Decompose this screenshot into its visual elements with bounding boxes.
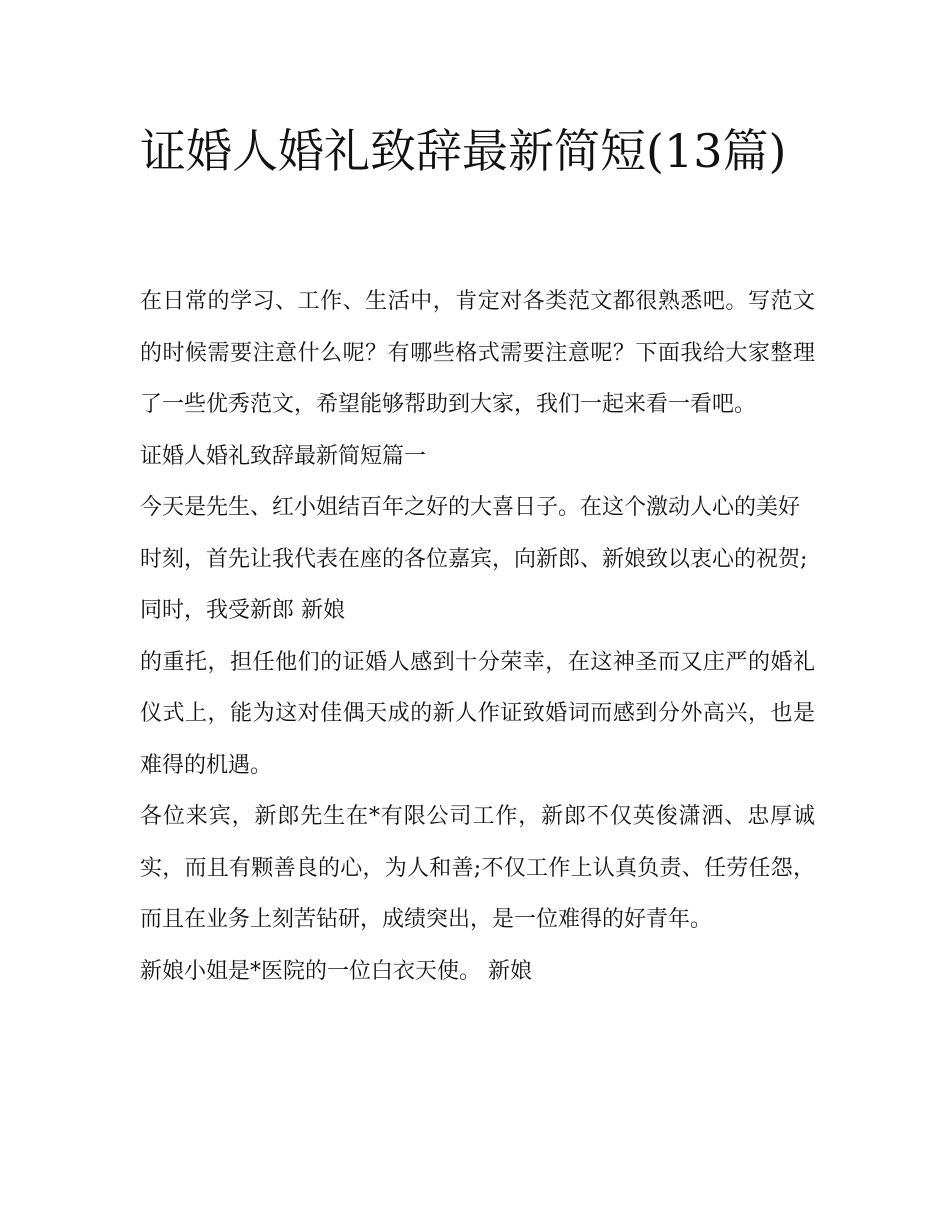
document-title: 证婚人婚礼致辞最新简短(13篇) <box>140 124 787 178</box>
paragraph-intro: 在日常的学习、工作、生活中，肯定对各类范文都很熟悉吧。写范文的时候需要注意什么呢？有哪些格式需要注意呢？下面我给大家整理了一些优秀范文，希望能够帮助到大家，我们一起来看一看吧。 <box>140 289 815 417</box>
paragraph-bride: 新娘小姐是*医院的一位白衣天使。 新娘 <box>140 958 532 984</box>
paragraph-honor: 的重托，担任他们的证婚人感到十分荣幸，在这神圣而又庄严的婚礼仪式上，能为这对佳偶天成的新人作证致婚词而感到分外高兴，也是难得的机遇。 <box>140 649 815 778</box>
paragraph-greeting: 今天是先生、红小姐结百年之好的大喜日子。在这个激动人心的美好时刻，首先让我代表在座的各位嘉宾，向新郎、新娘致以衷心的祝贺;同时，我受新郎 新娘 <box>140 495 808 623</box>
document-body <box>140 276 815 997</box>
section-heading: 证婚人婚礼致辞最新简短篇一 <box>140 443 427 469</box>
paragraph-groom: 各位来宾，新郎先生在*有限公司工作，新郎不仅英俊潇洒、忠厚诚实，而且有颗善良的心，为人和善;不仅工作上认真负责、任劳任怨，而且在业务上刻苦钻研，成绩突出，是一位难得的好青年。 <box>140 804 815 932</box>
